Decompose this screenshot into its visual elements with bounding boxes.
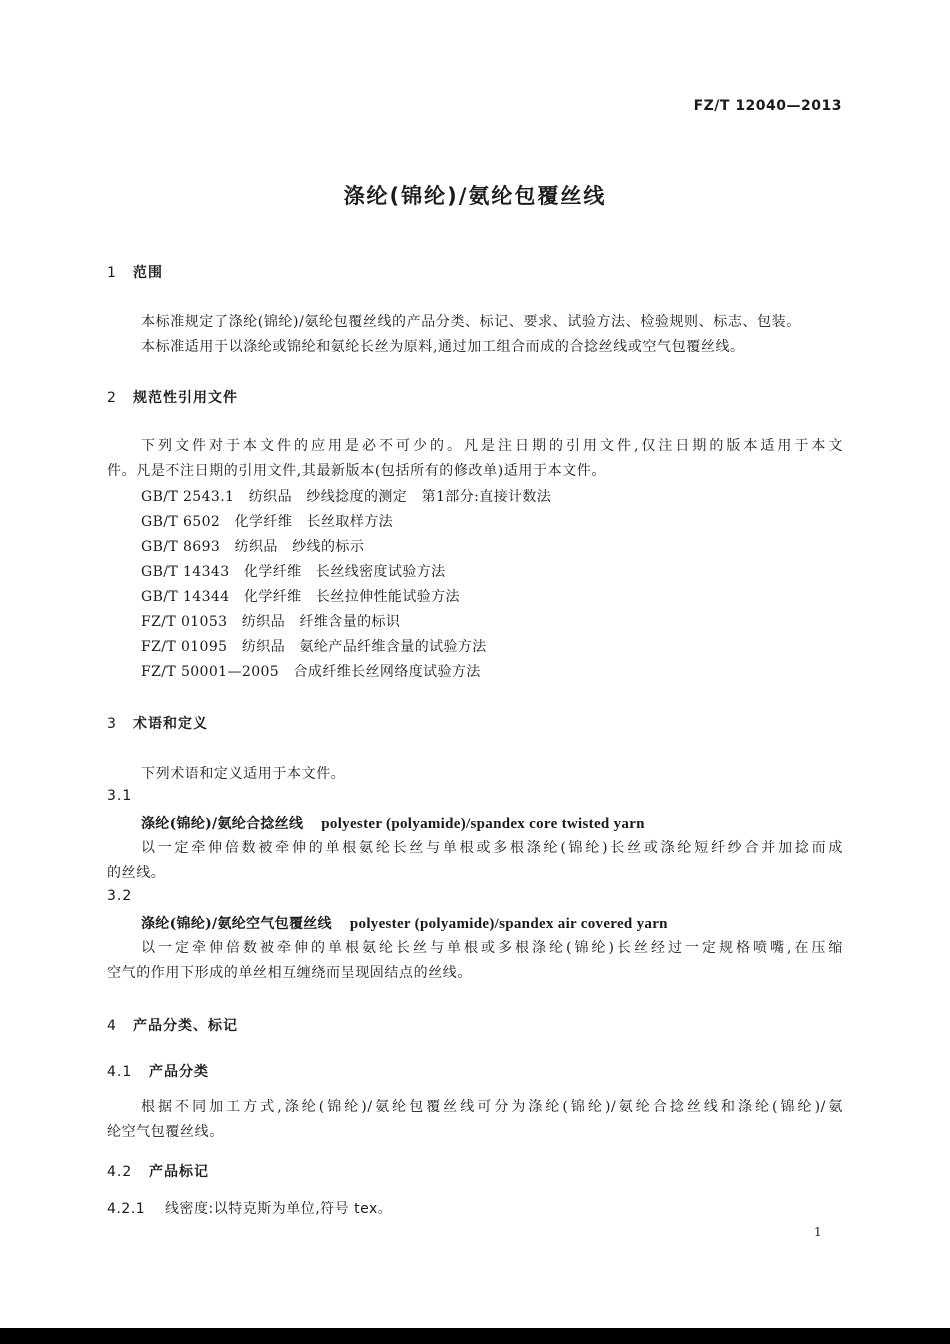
reference-item [141,661,481,681]
reference-title: 纺织品 氨纶产品纤维含量的试验方法 [241,639,487,655]
paragraph-line: 纶空气包覆丝线。 [107,1124,224,1140]
reference-code: GB/T 2543.1 [141,489,235,505]
section-number: 3 [107,716,117,732]
reference-code: GB/T 14343 [141,564,230,580]
section-4-heading [107,1015,238,1035]
term-entry [141,813,645,833]
reference-title: 纺织品 纤维含量的标识 [241,614,401,630]
reference-item [141,586,460,606]
reference-title: 纺织品 纱线的标示 [234,539,365,555]
term-chinese: 涤纶(锦纶)/氨纶合捻丝线 [141,816,304,832]
reference-title: 化学纤维 长丝取样方法 [234,514,394,530]
term-english: polyester (polyamide)/spandex core twisted yarn [321,816,645,832]
subsection-title: 产品标记 [149,1164,209,1180]
section-title: 范围 [133,265,163,281]
reference-title: 化学纤维 长丝线密度试验方法 [243,564,446,580]
section-title: 术语和定义 [133,716,208,732]
term-english: polyester (polyamide)/spandex air covered yarn [349,916,668,932]
section-title: 规范性引用文件 [133,390,238,406]
reference-code: GB/T 6502 [141,514,221,530]
term-chinese: 涤纶(锦纶)/氨纶空气包覆丝线 [141,916,332,932]
standard-code: FZ/T 12040—2013 [693,98,842,114]
reference-code: GB/T 8693 [141,539,221,555]
reference-code: FZ/T 01095 [141,639,228,655]
section-3-heading [107,713,208,733]
paragraph-line: 根据不同加工方式,涤纶(锦纶)/氨纶包覆丝线可分为涤纶(锦纶)/氨纶合捻丝线和涤纶(锦纶)/氨 [141,1099,843,1115]
paragraph: 本标准规定了涤纶(锦纶)/氨纶包覆丝线的产品分类、标记、要求、试验方法、检验规则、标志、包装。 [141,314,801,330]
paragraph-line: 件。凡是不注日期的引用文件,其最新版本(包括所有的修改单)适用于本文件。 [107,463,606,479]
page-number: 1 [814,1225,822,1239]
bottom-scan-bar [0,1328,950,1344]
section-number: 4 [107,1018,117,1034]
section-number: 2 [107,390,117,406]
reference-code: FZ/T 50001—2005 [141,664,280,680]
reference-item [141,511,393,531]
clause-number: 4.2.1 [107,1201,146,1217]
subsection-title: 产品分类 [149,1064,209,1080]
paragraph: 本标准适用于以涤纶或锦纶和氨纶长丝为原料,通过加工组合而成的合捻丝线或空气包覆丝线。 [141,339,745,355]
reference-item [141,636,487,656]
subsection-number: 4.1 [107,1064,133,1080]
reference-item [141,536,364,556]
paragraph: 下列术语和定义适用于本文件。 [141,766,346,782]
subsection-4-2-heading [107,1161,209,1181]
reference-title: 纺织品 纱线捻度的测定 第1部分:直接计数法 [248,489,552,505]
section-2-heading [107,387,238,407]
subsection-number: 4.2 [107,1164,133,1180]
reference-item [141,486,551,506]
reference-code: FZ/T 01053 [141,614,228,630]
definition-line: 以一定牵伸倍数被牵伸的单根氨纶长丝与单根或多根涤纶(锦纶)长丝或涤纶短纤纱合并加捻而成 [141,840,843,856]
term-number: 3.2 [107,888,133,904]
section-title: 产品分类、标记 [133,1018,238,1034]
section-number: 1 [107,265,117,281]
definition-line: 以一定牵伸倍数被牵伸的单根氨纶长丝与单根或多根涤纶(锦纶)长丝经过一定规格喷嘴,在压缩 [141,940,843,956]
reference-code: GB/T 14344 [141,589,230,605]
definition-line: 空气的作用下形成的单丝相互缠绕而呈现固结点的丝线。 [107,965,472,981]
paragraph-line: 下列文件对于本文件的应用是必不可少的。凡是注日期的引用文件,仅注日期的版本适用于本文 [141,438,843,454]
subsection-4-1-heading [107,1061,209,1081]
reference-title: 化学纤维 长丝拉伸性能试验方法 [243,589,460,605]
term-entry [141,913,668,933]
reference-item [141,611,400,631]
document-title: 涤纶(锦纶)/氨纶包覆丝线 [343,184,607,208]
term-number: 3.1 [107,788,133,804]
reference-title: 合成纤维长丝网络度试验方法 [293,664,481,680]
section-1-heading [107,262,163,282]
definition-line: 的丝线。 [107,865,166,881]
clause-4-2-1 [107,1198,392,1218]
clause-text: 线密度:以特克斯为单位,符号 tex。 [165,1201,393,1217]
reference-item [141,561,446,581]
